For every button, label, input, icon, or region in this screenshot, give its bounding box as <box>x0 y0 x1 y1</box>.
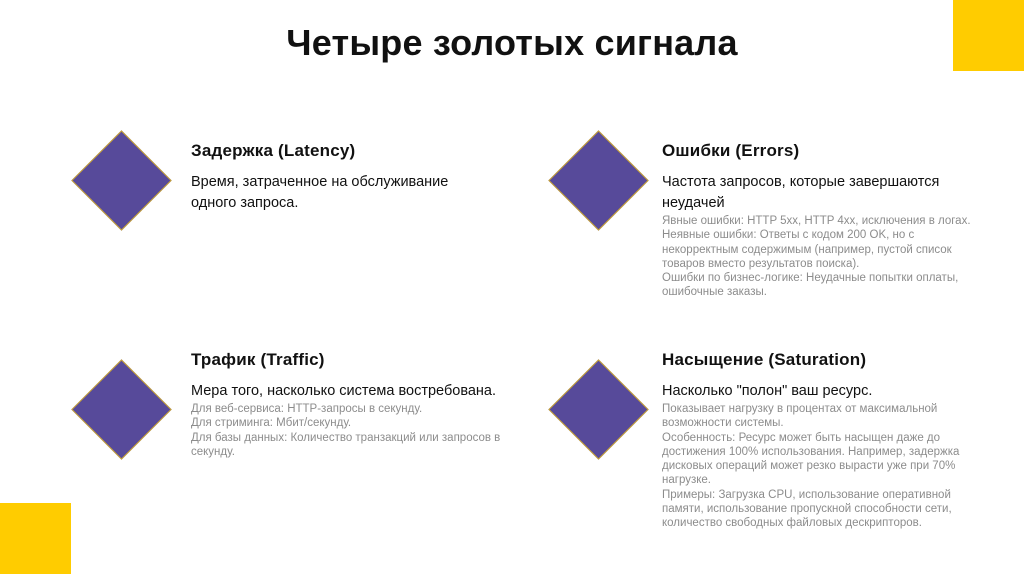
latency-description: Время, затраченное на обслуживание одного запроса. <box>191 174 449 211</box>
traffic-detail-web: Для веб-сервиса: HTTP-запросы в секунду. <box>191 403 423 415</box>
slide-title: Четыре золотых сигнала <box>286 22 738 63</box>
traffic-heading: Трафик (Traffic) <box>191 350 325 369</box>
errors-heading: Ошибки (Errors) <box>662 141 800 160</box>
errors-detail-explicit: Явные ошибки: HTTP 5xx, HTTP 4xx, исключения в логах. <box>662 215 971 227</box>
errors-detail-business: Ошибки по бизнес-логике: Неудачные попытки оплаты, ошибочные заказы. <box>662 272 959 299</box>
errors-diamond-icon <box>548 130 648 230</box>
traffic-block <box>191 350 506 459</box>
saturation-block <box>662 350 967 531</box>
saturation-diamond-icon <box>548 359 648 459</box>
latency-block <box>191 141 481 214</box>
saturation-detail-load: Показывает нагрузку в процентах от максимальной возможности системы. <box>662 403 938 430</box>
traffic-detail-database: Для базы данных: Количество транзакций или запросов в секунду. <box>191 431 501 458</box>
traffic-diamond-icon <box>71 359 171 459</box>
traffic-detail-streaming: Для стриминга: Мбит/секунду. <box>191 417 352 430</box>
errors-detail-implicit: Неявные ошибки: Ответы с кодом 200 OK, но с некорректным содержимым (например, пустой список товаров вместо результатов поиска). <box>662 229 952 270</box>
latency-diamond-icon <box>71 130 171 230</box>
traffic-description: Мера того, насколько система востребована. <box>191 383 497 399</box>
errors-block <box>662 141 977 300</box>
saturation-detail-examples: Примеры: Загрузка CPU, использование оперативной памяти, использование пропускной способности сети, количество свободных файловых дескрипторов. <box>662 488 952 530</box>
errors-description: Частота запросов, которые завершаются неудачей <box>662 174 940 211</box>
corner-accent-bottom-left <box>0 503 71 574</box>
saturation-description: Насколько "полон" ваш ресурс. <box>662 383 873 399</box>
latency-heading: Задержка (Latency) <box>191 141 356 160</box>
saturation-heading: Насыщение (Saturation) <box>662 350 867 369</box>
saturation-detail-feature: Особенность: Ресурс может быть насыщен даже до достижения 100% использования. Например, задержка дисковых операций может резко вырасти уже при 70% нагрузке. <box>662 431 960 487</box>
